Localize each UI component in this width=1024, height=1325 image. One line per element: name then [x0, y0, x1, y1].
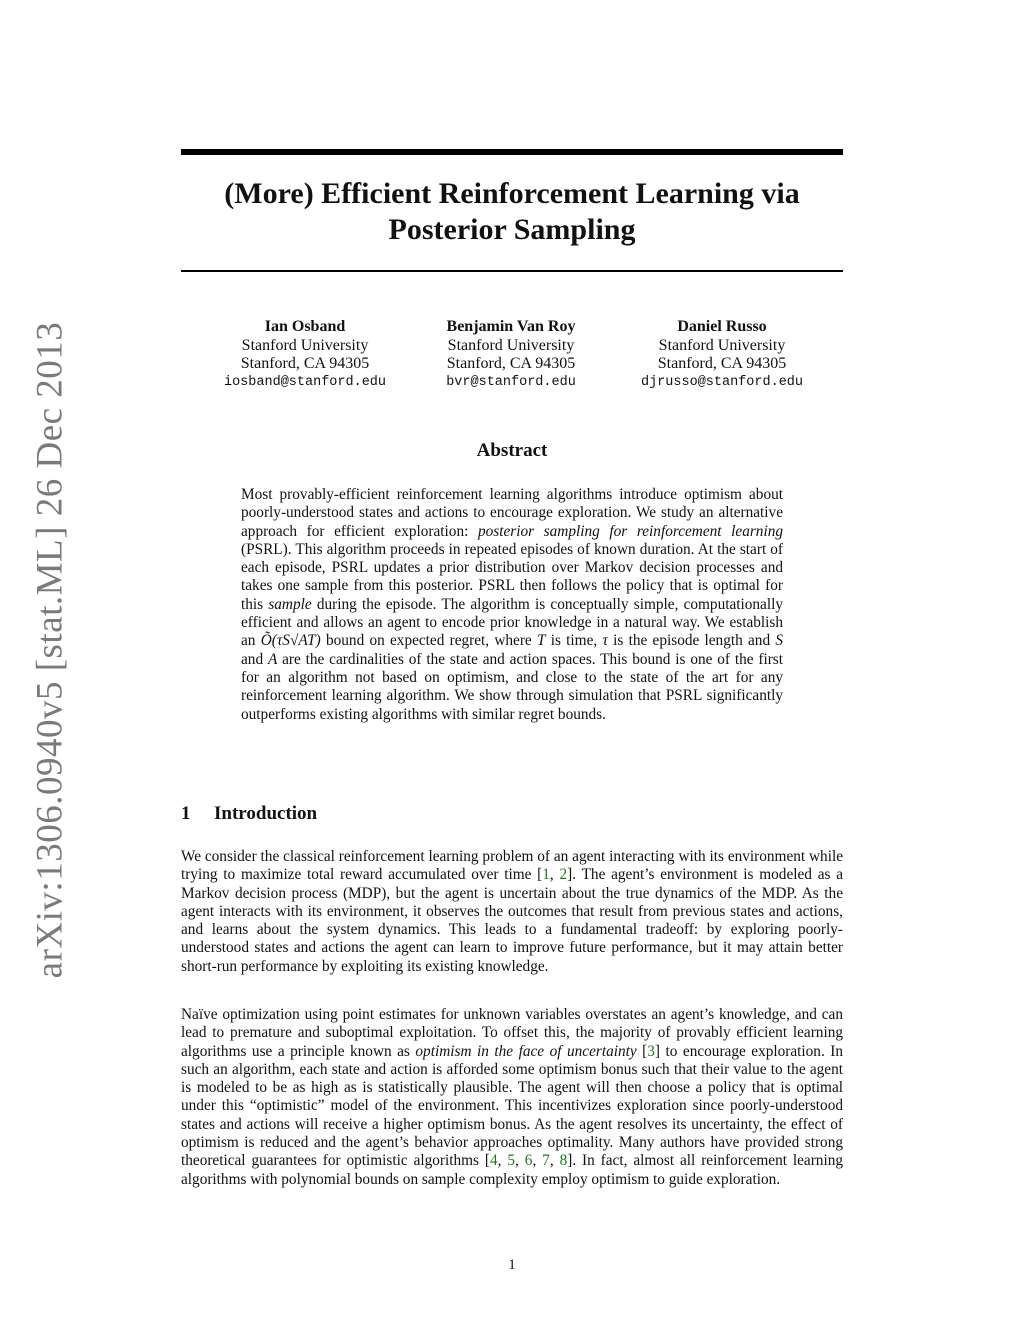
author-affiliation: Stanford University	[658, 336, 786, 354]
citation-separator: ,	[515, 1152, 525, 1170]
section-heading-introduction	[181, 803, 317, 825]
paragraph-text: ]. The agent’s environment is modeled as a Markov decision process (MDP), but the agent is uncertain about the true dynamics of the MDP. As the agent interacts with its environment, it observes the outcomes that result from previous states and actions, and learns about the system dynamics. This leads to a fundamental tradeoff: by exploring poorly-understood states and actions the agent can learn to improve future performance, but it may attain better short-run performance by exploiting its existing knowledge.	[181, 866, 843, 975]
abstract-text: Most provably-efficient reinforcement learning algorithms introduce optimism about poorly-understood states and actions to encourage exploration. We study an alternative approach for efficient exploration:	[241, 486, 783, 540]
paragraph-text: We consider the classical reinforcement learning problem of an agent interacting with its environment while trying to maximize total reward accumulated over time [	[181, 848, 843, 884]
author-1	[209, 318, 401, 392]
citation-separator: ,	[549, 866, 560, 884]
citation-link[interactable]: 3	[647, 1042, 655, 1060]
citation-link[interactable]: 1	[542, 866, 550, 884]
citation-separator: ,	[549, 1152, 560, 1170]
citation-link[interactable]: 6	[524, 1152, 533, 1170]
abstract-text: (PSRL). This algorithm proceeds in repeated episodes of known duration. At the start of each episode, PSRL updates a prior distribution over Markov decision processes and takes one sample from this posterior. PSRL then follows the policy that is optimal for this	[241, 540, 783, 613]
paragraph-text: ]. In fact, almost all reinforcement learning algorithms with polynomial bounds on sample complexity employ optimism to guide exploration.	[181, 1152, 844, 1188]
regret-bound-math: Õ(τS√AT)	[260, 632, 321, 650]
paragraph-text: [	[636, 1042, 648, 1060]
author-address: Stanford, CA 94305	[657, 355, 787, 372]
page-number: 1	[508, 1257, 516, 1273]
citation-separator: ,	[497, 1152, 508, 1170]
citation-link[interactable]: 4	[490, 1152, 498, 1170]
abstract-emphasis: sample	[268, 595, 312, 613]
abstract-text: and	[241, 650, 268, 668]
paragraph-text: Naïve optimization using point estimates for unknown variables overstates an agent’s knowledge, and can lead to premature and suboptimal exploitation. To offset this, the majority of provably efficient learning algorithms use a principle known as	[181, 1006, 843, 1060]
abstract-heading: Abstract	[476, 440, 548, 461]
abstract-text: are the cardinalities of the state and action spaces. This bound is one of the first for an algorithm not based on optimism, and close to the state of the art for any reinforcement learning algorithm. We show through simulation that PSRL significantly outperforms existing algorithms with similar regret bounds.	[241, 650, 783, 723]
citation-separator: ,	[532, 1152, 543, 1170]
abstract-text: is the episode length and	[607, 632, 776, 650]
abstract-text: bound on expected regret, where	[320, 632, 537, 650]
author-block	[181, 318, 843, 398]
paragraph-emphasis: optimism in the face of uncertainty	[415, 1042, 637, 1060]
author-3	[627, 318, 817, 392]
author-email[interactable]: djrusso@stanford.edu	[640, 374, 804, 390]
citation-link[interactable]: 7	[542, 1152, 550, 1170]
title-line-2: Posterior Sampling	[388, 213, 636, 246]
title-line-1: (More) Efficient Reinforcement Learning via	[224, 177, 800, 210]
abstract-text: is time,	[545, 632, 603, 650]
paper-title	[181, 176, 843, 248]
intro-paragraph-1	[181, 848, 843, 976]
math-var-S: S	[775, 632, 783, 650]
intro-paragraph-2	[181, 1006, 843, 1189]
author-name: Ian Osband	[264, 318, 346, 335]
abstract-body	[241, 486, 783, 724]
citation-link[interactable]: 8	[559, 1152, 568, 1170]
author-email[interactable]: iosband@stanford.edu	[223, 374, 387, 390]
author-2	[418, 318, 604, 392]
author-email[interactable]: bvr@stanford.edu	[446, 374, 576, 390]
arxiv-identifier: arXiv:1306.0940v5 [stat.ML] 26 Dec 2013	[29, 321, 71, 979]
title-rule-bottom	[181, 270, 843, 272]
citation-link[interactable]: 2	[559, 866, 568, 884]
abstract-emphasis: posterior sampling for reinforcement learning	[477, 522, 783, 540]
author-address: Stanford, CA 94305	[240, 355, 370, 372]
author-name: Daniel Russo	[677, 318, 767, 335]
author-affiliation: Stanford University	[447, 336, 575, 354]
abstract-text: during the episode. The algorithm is conceptually simple, computationally efficient and allows an agent to encode prior knowledge in a natural way. We establish an	[241, 595, 783, 650]
citation-link[interactable]: 5	[507, 1152, 516, 1170]
section-title: Introduction	[214, 803, 318, 824]
math-var-A: A	[267, 650, 278, 668]
paragraph-text: ] to encourage exploration. In such an algorithm, each state and action is afforded some optimism bonus such that their value to the agent is modeled to be as high as is statistically plausible. The agent will then choose a policy that is optimal under this “optimistic” model of the environment. This incentivizes exploration since poorly-understood states and actions will receive a higher optimism bonus. As the agent resolves its uncertainty, the effect of optimism is reduced and the agent’s behavior approaches optimality. Many authors have provided strong theoretical guarantees for optimistic algorithms [	[181, 1042, 844, 1170]
section-number: 1	[181, 803, 191, 824]
author-address: Stanford, CA 94305	[446, 355, 576, 372]
math-var-T: T	[536, 632, 546, 650]
math-var-tau: τ	[602, 632, 608, 650]
author-affiliation: Stanford University	[241, 336, 369, 354]
title-rule-top	[181, 149, 843, 155]
author-name: Benjamin Van Roy	[446, 318, 576, 335]
